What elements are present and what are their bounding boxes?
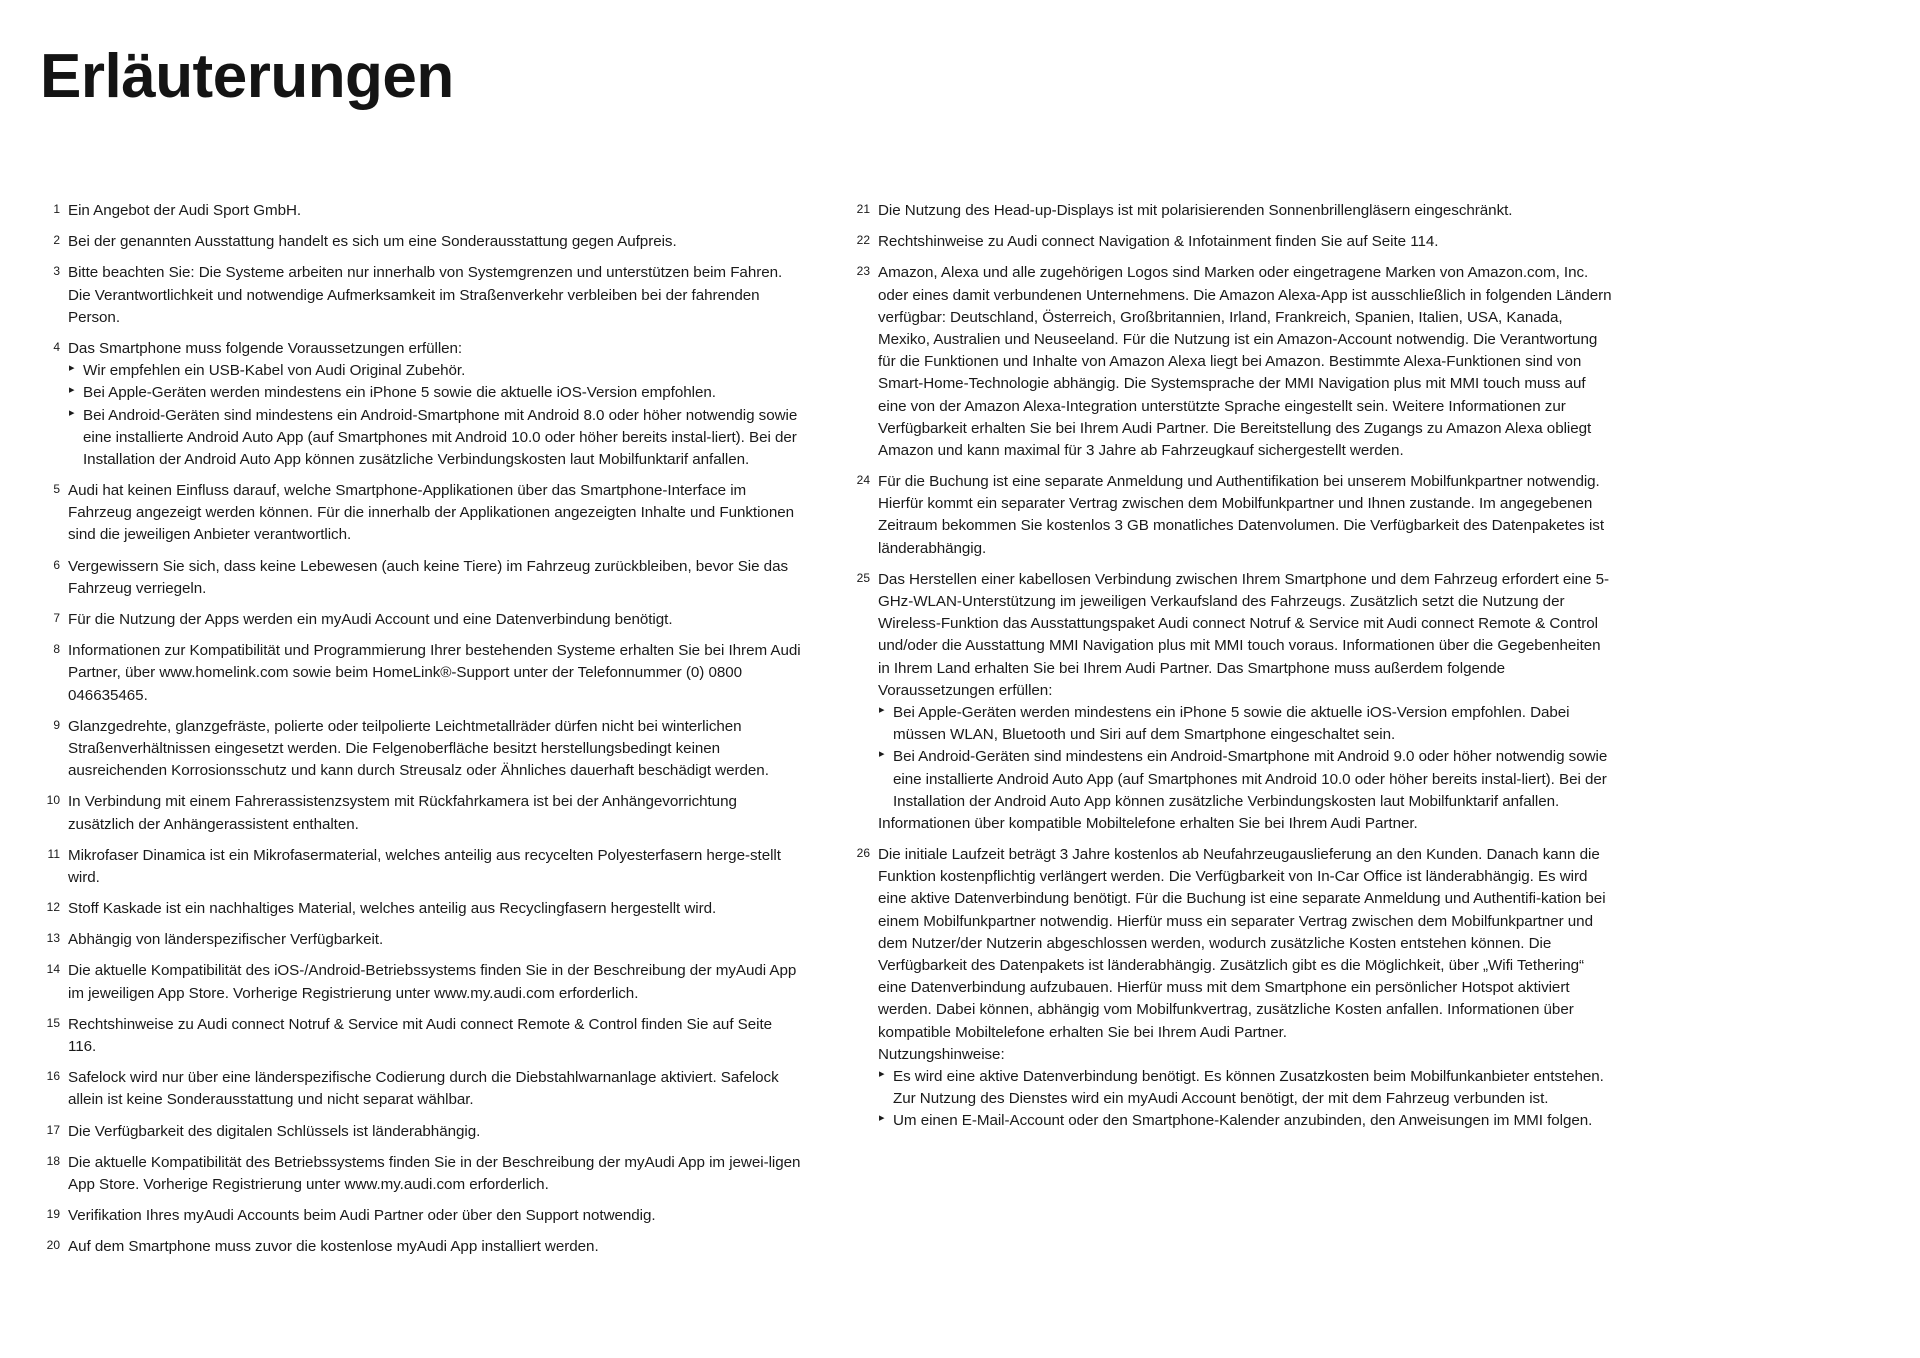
footnote-paragraph: Vergewissern Sie sich, dass keine Lebewesen (auch keine Tiere) im Fahrzeug zurückbleiben, bevor Sie das Fahrzeug verriegeln.: [68, 557, 789, 597]
footnote-marker: 19: [46, 1207, 60, 1222]
footnote-sub-item-text: Bei Android-Geräten sind mindestens ein Android-Smartphone mit Android 9.0 oder höher notwendig sowie eine installierte Android Auto App (auf Smartphones mit Android 10.0 oder höher bereits instal-liert). Bei der Installation der Android Auto App können zusätzliche Verbindungskosten laut Mobilfunktarif anfallen.: [893, 748, 1608, 810]
left-column: [40, 200, 802, 1268]
footnote-body: [68, 1067, 802, 1111]
triangle-bullet-icon: ▸: [69, 406, 75, 419]
footnote-marker: 2: [53, 233, 60, 248]
footnote-marker: 26: [856, 846, 870, 861]
footnote-marker: 10: [46, 793, 60, 808]
footnote-item: [40, 898, 802, 920]
footnote-paragraph: Mikrofaser Dinamica ist ein Mikrofasermaterial, welches anteilig aus recycelten Polyesterfasern herge-stellt wird.: [68, 846, 781, 886]
footnote-sub-item: [878, 1110, 1612, 1132]
footnote-marker: 5: [53, 482, 60, 497]
footnote-body: [68, 1121, 802, 1143]
triangle-bullet-icon: ▸: [879, 748, 885, 761]
footnote-marker: 20: [46, 1238, 60, 1253]
footnote-sub-item-text: Bei Apple-Geräten werden mindestens ein iPhone 5 sowie die aktuelle iOS-Version empfohlen. Dabei müssen WLAN, Bluetooth und Siri auf dem Smartphone eingeschaltet sein.: [893, 703, 1570, 744]
footnote-body: [68, 716, 802, 783]
triangle-bullet-icon: ▸: [879, 703, 885, 716]
footnote-marker: 16: [46, 1069, 60, 1084]
footnote-item: [850, 844, 1612, 1132]
footnote-body: [68, 929, 802, 951]
footnote-sub-item-text: Bei Apple-Geräten werden mindestens ein iPhone 5 sowie die aktuelle iOS-Version empfohlen.: [83, 384, 716, 402]
footnote-item: [40, 1152, 802, 1196]
footnote-item: [40, 231, 802, 253]
footnote-item: [40, 1236, 802, 1258]
footnote-body: [68, 1236, 802, 1258]
footnote-paragraph: Amazon, Alexa und alle zugehörigen Logos sind Marken oder eingetragene Marken von Amazon.com, Inc. oder eines damit verbundenen Unternehmens. Die Amazon Alexa-App ist ausschließlich in folgenden Ländern verfügbar: Deutschland, Österreich, Großbritannien, Irland, Frankreich, Spanien, Italien, USA, Kanada, Mexiko, Australien und Neuseeland. Für die Nutzung ist ein Amazon-Account notwendig. Die Verantwortung für die Funktionen und Inhalte von Amazon Alexa liegt bei Amazon. Bestimmte Alexa-Funktionen sind von Smart-Home-Technologie abhängig. Die Systemsprache der MMI Navigation plus mit MMI touch muss auf eine von der Amazon Alexa-Integration unterstützte Sprache eingestellt sein. Weitere Informationen zur Verfügbarkeit erhalten Sie bei Ihrem Audi Partner. Die Bereitstellung des Zugangs zu Amazon Alexa obliegt Amazon und kann maximal für 3 Jahre ab Fahrzeugkauf sichergestellt werden.: [878, 264, 1612, 459]
footnote-body: [68, 640, 802, 707]
footnote-body: [68, 960, 802, 1004]
footnote-marker: 15: [46, 1015, 60, 1030]
footnote-marker: 12: [46, 900, 60, 915]
footnote-item: [40, 1205, 802, 1227]
footnote-paragraph: Das Smartphone muss folgende Voraussetzungen erfüllen:: [68, 339, 463, 357]
footnote-sub-item-text: Bei Android-Geräten sind mindestens ein Android-Smartphone mit Android 8.0 oder höher notwendig sowie eine installierte Android Auto App (auf Smartphones mit Android 10.0 oder höher bereits instal-liert). Bei der Installation der Android Auto App können zusätzliche Verbindungskosten laut Mobilfunktarif anfallen.: [83, 406, 798, 468]
footnote-body: [68, 231, 802, 253]
footnote-paragraph: Abhängig von länderspezifischer Verfügbarkeit.: [68, 931, 384, 949]
footnote-marker: 1: [53, 202, 60, 216]
footnote-paragraph: Glanzgedrehte, glanzgefräste, polierte oder teilpolierte Leichtmetallräder dürfen nicht bei winterlichen Straßenverhältnissen eingesetzt werden. Die Felgenoberfläche besitzt herstellungsbedingt keinen ausreichenden Korrosionsschutz und kann durch Streusalz oder Ähnliches dauerhaft beschädigt werden.: [68, 717, 769, 780]
footnote-item: [850, 200, 1612, 222]
footnote-paragraph: Ein Angebot der Audi Sport GmbH.: [68, 202, 302, 219]
footnote-sub-item: [878, 746, 1612, 813]
footnotes-columns: [0, 200, 1920, 1268]
footnote-marker: 17: [46, 1122, 60, 1137]
footnote-marker: 7: [53, 611, 60, 625]
footnote-paragraph: Die Verfügbarkeit des digitalen Schlüssels ist länderabhängig.: [68, 1122, 481, 1140]
footnote-body: [68, 609, 802, 631]
footnote-marker: 6: [53, 557, 60, 572]
triangle-bullet-icon: ▸: [879, 1112, 885, 1125]
footnote-paragraph: Die initiale Laufzeit beträgt 3 Jahre kostenlos ab Neufahrzeugauslieferung an den Kunden. Danach kann die Funktion kostenpflichtig verlängert werden. Die Verfügbarkeit von In-Car Office ist länderabhängig. Es wird eine aktive Datenverbindung benötigt. Für die Buchung ist eine separate Anmeldung und Authentifi-kation bei einem Mobilfunkpartner notwendig. Hierfür muss ein separater Vertrag zwischen dem Mobilfunkpartner und dem Nutzer/der Nutzerin abgeschlossen werden, wodurch zusätzliche Kosten entstehen können. Die Verfügbarkeit des Datenpakets ist länderabhängig. Zusätzlich gibt es die Möglichkeit, über „Wifi Tethering“ eine Datenverbindung aufzubauen. Hierfür muss mit dem Smartphone ein persönlicher Hotspot aktiviert werden. Dabei können, abhängig vom Mobilfunkvertrag, zusätzliche Kosten anfallen. Informationen über kompatible Mobiltelefone erhalten Sie bei Ihrem Audi Partner.: [878, 846, 1606, 1041]
footnote-marker: 24: [856, 473, 870, 488]
footnote-body: [68, 262, 802, 329]
footnote-item: [40, 716, 802, 783]
footnote-item: [40, 640, 802, 707]
right-column: [850, 200, 1612, 1268]
footnote-paragraph: Die Nutzung des Head-up-Displays ist mit polarisierenden Sonnenbrillengläsern eingeschränkt.: [878, 202, 1513, 219]
footnote-body: [878, 471, 1612, 560]
footnote-body: [878, 231, 1612, 253]
footnote-body: [68, 791, 802, 835]
footnote-sub-item: [68, 382, 802, 404]
footnote-paragraph: Verifikation Ihres myAudi Accounts beim Audi Partner oder über den Support notwendig.: [68, 1207, 656, 1225]
footnote-marker: 8: [53, 642, 60, 657]
footnote-marker: 4: [53, 339, 60, 354]
footnote-item: [40, 845, 802, 889]
footnote-paragraph: In Verbindung mit einem Fahrerassistenzsystem mit Rückfahrkamera ist bei der Anhängevorrichtung zusätzlich der Anhängerassistent enthalten.: [68, 793, 737, 833]
footnote-paragraph: Auf dem Smartphone muss zuvor die kostenlose myAudi App installiert werden.: [68, 1238, 599, 1256]
footnote-paragraph: Informationen zur Kompatibilität und Programmierung Ihrer bestehenden Systeme erhalten Sie bei Ihrem Audi Partner, über www.homelink.com sowie beim HomeLink®-Support unter der Telefonnummer (0) 0800 046635465.: [68, 642, 801, 704]
footnote-paragraph: Rechtshinweise zu Audi connect Notruf & Service mit Audi connect Remote & Control finden Sie auf Seite 116.: [68, 1015, 773, 1055]
footnote-marker: 25: [856, 570, 870, 585]
footnote-paragraph: Informationen über kompatible Mobiltelefone erhalten Sie bei Ihrem Audi Partner.: [878, 814, 1418, 832]
triangle-bullet-icon: ▸: [879, 1067, 885, 1080]
footnote-body: [878, 569, 1612, 835]
footnote-paragraph: Safelock wird nur über eine länderspezifische Codierung durch die Diebstahlwarnanlage aktiviert. Safelock allein ist keine Sonderausstattung und nicht separat wählbar.: [68, 1069, 779, 1109]
footnote-body: [878, 200, 1612, 222]
footnote-marker: 23: [856, 264, 870, 279]
footnote-paragraph: Bei der genannten Ausstattung handelt es sich um eine Sonderausstattung gegen Aufpreis.: [68, 233, 677, 251]
footnote-paragraph: Für die Buchung ist eine separate Anmeldung und Authentifikation bei unserem Mobilfunkpartner notwendig. Hierfür kommt ein separater Vertrag zwischen dem Mobilfunkpartner und Ihnen zustande. Im angegebenen Zeitraum bekommen Sie kostenlos 3 GB monatliches Datenvolumen. Die Verfügbarkeit des Datenpaketes ist länderabhängig.: [878, 473, 1605, 557]
footnote-marker: 22: [856, 233, 870, 248]
footnote-item: [40, 609, 802, 631]
footnote-marker: 11: [47, 846, 60, 861]
footnote-sub-item-text: Um einen E-Mail-Account oder den Smartphone-Kalender anzubinden, den Anweisungen im MMI folgen.: [893, 1112, 1593, 1130]
footnote-marker: 21: [856, 202, 870, 216]
footnote-body: [68, 338, 802, 471]
footnote-item: [40, 791, 802, 835]
triangle-bullet-icon: ▸: [69, 384, 75, 397]
footnote-item: [40, 480, 802, 547]
footnote-item: [40, 262, 802, 329]
footnote-item: [40, 1014, 802, 1058]
footnote-sub-item: [68, 360, 802, 382]
footnote-item: [850, 471, 1612, 560]
footnote-item: [40, 338, 802, 471]
page-title: Erläuterungen: [40, 42, 454, 111]
footnote-paragraph: Die aktuelle Kompatibilität des Betriebssystems finden Sie in der Beschreibung der myAudi App im jewei-ligen App Store. Vorherige Registrierung unter www.my.audi.com erforderlich.: [68, 1153, 801, 1193]
footnote-body: [68, 1152, 802, 1196]
footnote-marker: 13: [46, 931, 60, 946]
footnote-paragraph: Nutzungshinweise:: [878, 1045, 1005, 1063]
footnote-item: [850, 231, 1612, 253]
footnote-sub-item: [878, 702, 1612, 746]
footnote-body: [68, 200, 802, 222]
footnote-paragraph: Audi hat keinen Einfluss darauf, welche Smartphone-Applikationen über das Smartphone-Interface im Fahrzeug angezeigt werden können. Für die innerhalb der Applikationen angezeigten Inhalte und Funktionen sind die jeweiligen Anbieter verantwortlich.: [68, 482, 795, 544]
footnote-body: [878, 844, 1612, 1132]
footnote-item: [850, 569, 1612, 835]
footnote-sub-item: [68, 405, 802, 472]
footnote-body: [68, 480, 802, 547]
footnote-body: [68, 1205, 802, 1227]
footnote-marker: 3: [53, 264, 60, 279]
triangle-bullet-icon: ▸: [69, 362, 75, 375]
footnote-sub-item: [878, 1066, 1612, 1110]
footnote-body: [878, 262, 1612, 462]
footnote-body: [68, 898, 802, 920]
footnote-paragraph: Die aktuelle Kompatibilität des iOS-/Android-Betriebssystems finden Sie in der Beschreibung der myAudi App im jeweiligen App Store. Vorherige Registrierung unter www.my.audi.com erforderlich.: [68, 962, 797, 1002]
footnote-body: [68, 556, 802, 600]
footnote-item: [40, 1121, 802, 1143]
footnote-item: [40, 960, 802, 1004]
footnote-body: [68, 845, 802, 889]
footnote-sub-item-text: Wir empfehlen ein USB-Kabel von Audi Original Zubehör.: [83, 362, 466, 380]
footnote-paragraph: Bitte beachten Sie: Die Systeme arbeiten nur innerhalb von Systemgrenzen und unterstützen beim Fahren. Die Verantwortlichkeit und notwendige Aufmerksamkeit im Straßenverkehr verbleiben bei der fahrenden Person.: [68, 264, 783, 326]
footnote-paragraph: Stoff Kaskade ist ein nachhaltiges Material, welches anteilig aus Recyclingfasern hergestellt wird.: [68, 900, 717, 918]
footnote-paragraph: Für die Nutzung der Apps werden ein myAudi Account und eine Datenverbindung benötigt.: [68, 611, 673, 628]
footnote-item: [40, 1067, 802, 1111]
footnote-marker: 9: [53, 717, 60, 732]
footnote-item: [40, 200, 802, 222]
footnote-sub-item-text: Es wird eine aktive Datenverbindung benötigt. Es können Zusatzkosten beim Mobilfunkanbieter entstehen. Zur Nutzung des Dienstes wird ein myAudi Account benötigt, der mit dem Fahrzeug verbunden ist.: [893, 1067, 1604, 1108]
footnote-body: [68, 1014, 802, 1058]
footnote-item: [850, 262, 1612, 462]
footnote-item: [40, 929, 802, 951]
footnote-marker: 18: [46, 1153, 60, 1168]
footnote-marker: 14: [46, 962, 60, 977]
footnote-item: [40, 556, 802, 600]
footnote-paragraph: Das Herstellen einer kabellosen Verbindung zwischen Ihrem Smartphone und dem Fahrzeug erfordert eine 5-GHz-WLAN-Unterstützung im jeweiligen Verkaufsland des Fahrzeugs. Zusätzlich setzt die Nutzung der Wireless-Funktion das Ausstattungspaket Audi connect Notruf & Service mit Audi connect Remote & Control und/oder die Ausstattung MMI Navigation plus mit MMI touch voraus. Informationen über die Gegebenheiten in Ihrem Land erhalten Sie bei Ihrem Audi Partner. Das Smartphone muss außerdem folgende Voraussetzungen erfüllen:: [878, 570, 1610, 699]
footnote-paragraph: Rechtshinweise zu Audi connect Navigation & Infotainment finden Sie auf Seite 114.: [878, 233, 1439, 251]
